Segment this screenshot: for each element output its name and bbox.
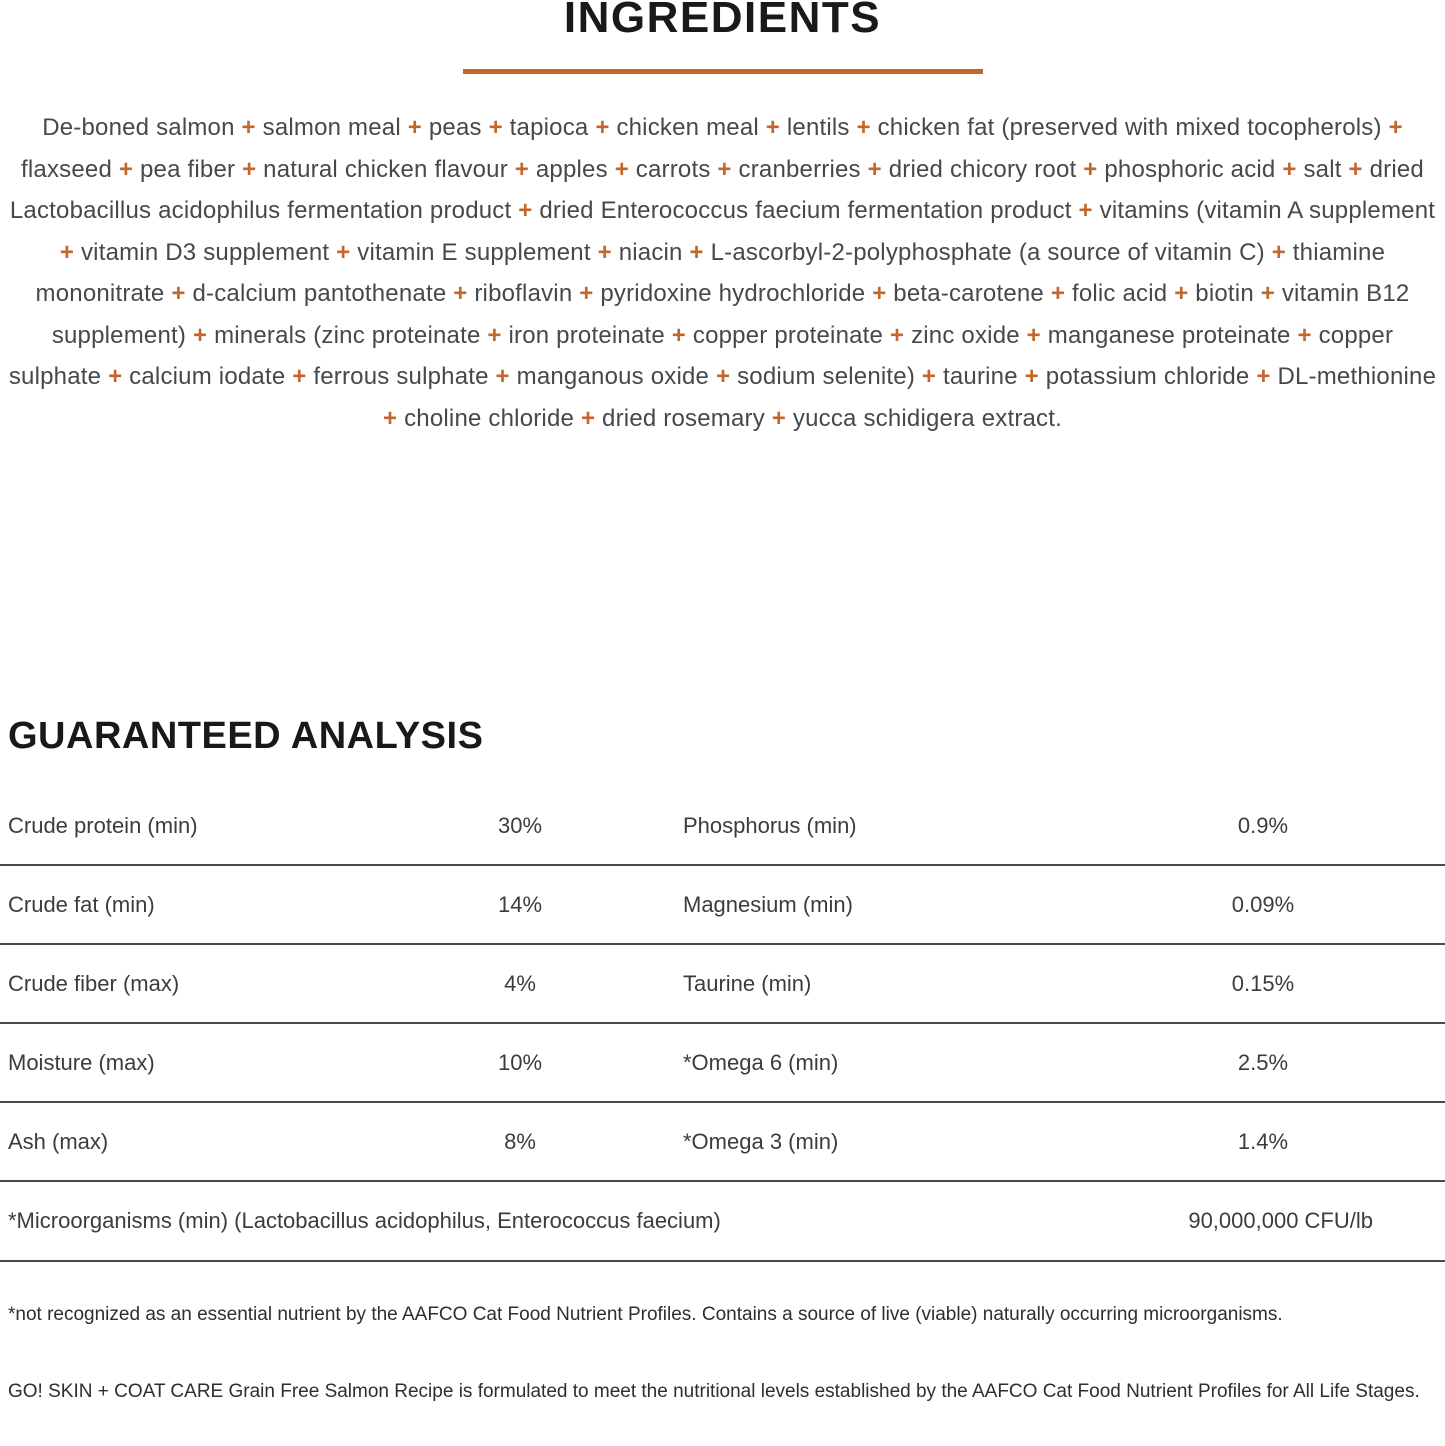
plus-separator: +: [771, 404, 786, 432]
analysis-value: 10%: [497, 1049, 543, 1075]
plus-separator: +: [383, 404, 398, 432]
plus-separator: +: [1282, 155, 1297, 183]
analysis-label: Phosphorus (min): [683, 812, 857, 838]
analysis-row: [0, 1103, 1445, 1182]
guaranteed-analysis-title: GUARANTEED ANALYSIS: [8, 715, 484, 757]
plus-separator: +: [1271, 238, 1286, 266]
plus-separator: +: [1260, 280, 1275, 307]
plus-separator: +: [717, 155, 732, 183]
plus-separator: +: [671, 321, 687, 349]
plus-separator: +: [614, 155, 629, 183]
analysis-label: Ash (max): [8, 1128, 109, 1154]
analysis-label: Crude fat (min): [8, 891, 155, 917]
plus-separator: +: [689, 238, 704, 266]
plus-separator: +: [889, 321, 905, 349]
plus-separator: +: [453, 280, 468, 307]
analysis-row: [0, 945, 1445, 1024]
plus-separator: +: [580, 404, 596, 432]
analysis-label: Taurine (min): [683, 970, 812, 996]
plus-separator: +: [595, 114, 610, 141]
plus-separator: +: [118, 155, 134, 183]
guaranteed-analysis-section: [0, 716, 1445, 1406]
plus-separator: +: [1297, 321, 1312, 349]
title-underline: [463, 69, 983, 74]
microorganisms-row: [0, 1182, 1445, 1262]
ingredients-text: De-boned salmon + salmon meal + peas + tapioca + chicken meal + lentils + chicken fat (preserved with mixed tocopherols) + flaxseed + pea fiber + natural chicken flavour + apples + carrots + cranberries + dried chicory root + phosphoric acid + salt + dried Lactobacillus acidophilus fermentation product + dried Enterococcus faecium fermentation product + vitamins (vitamin A supplement + vitamin D3 supplement + vitamin E supplement + niacin + L-ascorbyl-2-polyphosphate (a source of vitamin C) + thiamine mononitrate + d-calcium pantothenate + riboflavin + pyridoxine hydrochloride + beta-carotene + folic acid + biotin + vitamin B12 supplement) + minerals (zinc proteinate + iron proteinate + copper proteinate + zinc oxide + manganese proteinate + copper sulphate + calcium iodate + ferrous sulphate + manganous oxide + sodium selenite) + taurine + potassium chloride + DL-methionine + choline chloride + dried rosemary + yucca schidigera extract.: [8, 114, 1437, 432]
analysis-row: [0, 1024, 1445, 1103]
plus-separator: +: [171, 280, 186, 307]
plus-separator: +: [514, 155, 529, 183]
analysis-row: [0, 787, 1445, 866]
plus-separator: +: [1174, 280, 1189, 307]
plus-separator: +: [715, 363, 731, 390]
analysis-label: Crude fiber (max): [8, 970, 180, 996]
formulation-statement: GO! SKIN + COAT CARE Grain Free Salmon Recipe is formulated to meet the nutritional levels established by the AAFCO Cat Food Nutrient Profiles for All Life Stages.: [8, 1381, 1420, 1402]
analysis-value: 90,000,000 CFU/lb: [1188, 1208, 1373, 1233]
aafco-footnote: *not recognized as an essential nutrient by the AAFCO Cat Food Nutrient Profiles. Contains a source of live (viable) naturally occurring microorganisms.: [8, 1304, 1283, 1325]
plus-separator: +: [495, 363, 510, 390]
plus-separator: +: [1026, 321, 1041, 349]
plus-separator: +: [192, 321, 208, 349]
plus-separator: +: [242, 155, 257, 183]
plus-separator: +: [1348, 155, 1363, 183]
plus-separator: +: [579, 280, 594, 307]
guaranteed-analysis-table: [0, 787, 1445, 1262]
analysis-label: Magnesium (min): [683, 891, 853, 917]
plus-separator: +: [59, 238, 75, 266]
analysis-value: 30%: [497, 812, 543, 838]
analysis-value: 4%: [504, 970, 536, 996]
analysis-value: 0.09%: [1231, 891, 1295, 917]
plus-separator: +: [1078, 197, 1093, 224]
plus-separator: +: [921, 363, 937, 390]
plus-separator: +: [856, 114, 871, 141]
plus-separator: +: [487, 321, 502, 349]
plus-separator: +: [1024, 363, 1039, 390]
analysis-row: [0, 866, 1445, 945]
plus-separator: +: [488, 114, 503, 141]
plus-separator: +: [108, 363, 123, 390]
plus-separator: +: [597, 238, 612, 266]
plus-separator: +: [336, 238, 351, 266]
plus-separator: +: [1050, 280, 1066, 307]
plus-separator: +: [867, 155, 882, 183]
analysis-value: 8%: [504, 1128, 536, 1154]
plus-separator: +: [292, 363, 307, 390]
plus-separator: +: [872, 280, 887, 307]
analysis-value: 1.4%: [1237, 1128, 1289, 1154]
analysis-label: Moisture (max): [8, 1049, 155, 1075]
analysis-label: *Microorganisms (min) (Lactobacillus acidophilus, Enterococcus faecium): [8, 1208, 721, 1233]
plus-separator: +: [1388, 114, 1403, 141]
analysis-label: Crude protein (min): [8, 812, 198, 838]
plus-separator: +: [1083, 155, 1098, 183]
plus-separator: +: [765, 114, 780, 141]
ingredients-title: INGREDIENTS: [563, 0, 882, 42]
analysis-label: *Omega 6 (min): [683, 1049, 839, 1075]
analysis-value: 0.15%: [1231, 970, 1295, 996]
analysis-label: *Omega 3 (min): [683, 1128, 839, 1154]
analysis-value: 14%: [497, 891, 543, 917]
plus-separator: +: [518, 197, 533, 224]
plus-separator: +: [407, 114, 422, 141]
analysis-value: 0.9%: [1237, 812, 1289, 838]
plus-separator: +: [241, 114, 256, 141]
analysis-value: 2.5%: [1237, 1049, 1289, 1075]
plus-separator: +: [1256, 363, 1271, 390]
